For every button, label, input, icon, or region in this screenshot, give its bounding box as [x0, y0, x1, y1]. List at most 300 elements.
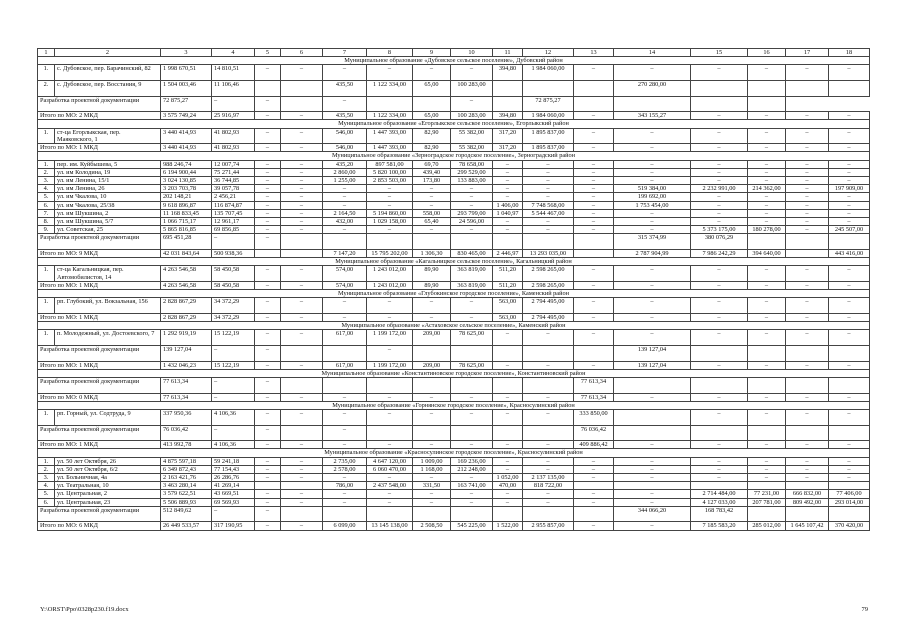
table-row: [38, 457, 870, 465]
row-number-cell: 2.: [38, 81, 55, 97]
row-label: Разработка проектной документации: [38, 96, 161, 112]
municipality-title: Муниципальное образование «Астаховское сельское поселение», Каменский район: [38, 322, 870, 330]
value-cell: –: [614, 168, 691, 176]
value-cell: [829, 378, 870, 394]
value-cell: –: [255, 393, 281, 401]
value-cell: 41 269,14: [212, 482, 255, 490]
address-cell: п. Молодежный, ул. Достоевского, 7: [55, 330, 161, 346]
column-number-cell: 11: [493, 49, 523, 57]
value-cell: –: [786, 393, 829, 401]
value-cell: 511,20: [493, 282, 523, 290]
value-cell: –: [493, 177, 523, 185]
value-cell: –: [323, 498, 367, 506]
value-cell: –: [523, 177, 574, 185]
value-cell: 830 465,00: [451, 250, 493, 258]
value-cell: –: [281, 441, 323, 449]
value-cell: 2 714 484,00: [691, 490, 748, 498]
value-cell: 3 440 414,93: [161, 144, 212, 152]
row-number-cell: 6.: [38, 498, 55, 506]
municipality-title: Муниципальное образование «Константиновское городское поселение», Константиновский район: [38, 369, 870, 377]
value-cell: –: [574, 144, 614, 152]
value-cell: –: [748, 330, 786, 346]
value-cell: 413 992,78: [161, 441, 212, 449]
value-cell: –: [212, 506, 255, 522]
row-label: Разработка проектной документации: [38, 425, 161, 441]
value-cell: 55 382,00: [451, 128, 493, 144]
table-row: [38, 266, 870, 282]
value-cell: –: [255, 506, 281, 522]
value-cell: –: [281, 65, 323, 81]
value-cell: 1 066 715,17: [161, 218, 212, 226]
value-cell: [614, 378, 691, 394]
value-cell: [323, 506, 367, 522]
value-cell: 163 741,00: [451, 482, 493, 490]
value-cell: 293 014,00: [829, 498, 870, 506]
value-cell: –: [691, 177, 748, 185]
row-label: Итого по МО: 1 МКД: [38, 441, 161, 449]
value-cell: –: [523, 490, 574, 498]
value-cell: [523, 378, 574, 394]
value-cell: 1 199 172,00: [367, 330, 413, 346]
value-cell: 82,90: [413, 144, 451, 152]
value-cell: –: [493, 393, 523, 401]
value-cell: –: [255, 425, 281, 441]
value-cell: –: [255, 378, 281, 394]
table-row: [38, 185, 870, 193]
value-cell: –: [786, 330, 829, 346]
value-cell: [367, 425, 413, 441]
row-number-cell: 1.: [38, 330, 55, 346]
value-cell: –: [323, 65, 367, 81]
table-row: [38, 81, 870, 97]
value-cell: 13 293 035,00: [523, 250, 574, 258]
address-cell: ул. им Чкалова, 25/38: [55, 201, 161, 209]
value-cell: [255, 81, 281, 97]
value-cell: –: [786, 112, 829, 120]
value-cell: –: [255, 314, 281, 322]
municipality-section-row: [38, 57, 870, 65]
address-cell: ст-ца Егорлыкская, пер. Маяковского, 1: [55, 128, 161, 144]
value-cell: –: [614, 498, 691, 506]
value-cell: –: [281, 168, 323, 176]
value-cell: –: [255, 474, 281, 482]
address-cell: ул. им Ленина, 15/1: [55, 177, 161, 185]
value-cell: –: [786, 314, 829, 322]
value-cell: 77 613,34: [161, 393, 212, 401]
value-cell: –: [413, 498, 451, 506]
row-number-cell: 4.: [38, 482, 55, 490]
value-cell: 77 154,43: [212, 465, 255, 473]
value-cell: –: [829, 410, 870, 426]
value-cell: 545 225,00: [451, 522, 493, 530]
value-cell: –: [413, 226, 451, 234]
value-cell: 2 794 495,00: [523, 298, 574, 314]
value-cell: 2 955 857,00: [523, 522, 574, 530]
row-number-cell: 3.: [38, 177, 55, 185]
value-cell: [614, 96, 691, 112]
value-cell: –: [212, 234, 255, 250]
page-number: 79: [861, 606, 868, 613]
value-cell: –: [748, 168, 786, 176]
value-cell: 4 106,36: [212, 441, 255, 449]
value-cell: –: [574, 201, 614, 209]
address-cell: ул. Театральная, 10: [55, 482, 161, 490]
value-cell: [493, 506, 523, 522]
value-cell: 55 382,00: [451, 144, 493, 152]
value-cell: –: [523, 457, 574, 465]
value-cell: –: [451, 474, 493, 482]
value-cell: 7 986 242,29: [691, 250, 748, 258]
value-cell: 69,70: [413, 160, 451, 168]
value-cell: 331,50: [413, 482, 451, 490]
value-cell: –: [451, 410, 493, 426]
value-cell: –: [748, 266, 786, 282]
table-row: [38, 330, 870, 346]
value-cell: –: [829, 314, 870, 322]
value-cell: –: [413, 474, 451, 482]
value-cell: 2 787 904,99: [614, 250, 691, 258]
value-cell: –: [691, 457, 748, 465]
value-cell: –: [614, 160, 691, 168]
value-cell: 315 374,99: [614, 234, 691, 250]
value-cell: –: [367, 226, 413, 234]
row-label: Разработка проектной документации: [38, 506, 161, 522]
row-number-cell: 1.: [38, 457, 55, 465]
value-cell: –: [212, 425, 255, 441]
table-row: [38, 209, 870, 217]
value-cell: –: [413, 410, 451, 426]
value-cell: 100 283,00: [451, 112, 493, 120]
table-row: [38, 193, 870, 201]
municipality-section-row: [38, 449, 870, 457]
value-cell: –: [255, 298, 281, 314]
value-cell: –: [829, 201, 870, 209]
value-cell: 409 886,42: [574, 441, 614, 449]
value-cell: [451, 234, 493, 250]
value-cell: –: [574, 209, 614, 217]
value-cell: –: [281, 185, 323, 193]
value-cell: –: [691, 201, 748, 209]
value-cell: –: [281, 465, 323, 473]
value-cell: [574, 96, 614, 112]
column-number-cell: 14: [614, 49, 691, 57]
value-cell: 72 875,27: [161, 96, 212, 112]
value-cell: –: [523, 218, 574, 226]
column-number-cell: 10: [451, 49, 493, 57]
row-number-cell: 4.: [38, 185, 55, 193]
value-cell: –: [574, 490, 614, 498]
value-cell: –: [451, 201, 493, 209]
column-number-cell: 2: [55, 49, 161, 57]
value-cell: –: [786, 441, 829, 449]
table-row: [38, 226, 870, 234]
value-cell: –: [367, 314, 413, 322]
value-cell: –: [786, 218, 829, 226]
value-cell: –: [614, 226, 691, 234]
value-cell: 285 012,00: [748, 522, 786, 530]
municipality-title: Муниципальное образование «Зерноградское городское поселение», Зерноградский район: [38, 152, 870, 160]
value-cell: 11 168 833,45: [161, 209, 212, 217]
value-cell: –: [281, 193, 323, 201]
value-cell: [691, 96, 748, 112]
value-cell: –: [748, 177, 786, 185]
value-cell: [829, 482, 870, 490]
municipality-section-row: [38, 120, 870, 128]
value-cell: 7 147,20: [323, 250, 367, 258]
value-cell: –: [413, 393, 451, 401]
value-cell: 2 828 867,29: [161, 314, 212, 322]
value-cell: 6 060 470,00: [367, 465, 413, 473]
value-cell: [786, 425, 829, 441]
subtotal-row: [38, 346, 870, 362]
value-cell: 4 106,36: [212, 410, 255, 426]
subtotal-row: [38, 378, 870, 394]
value-cell: –: [451, 498, 493, 506]
value-cell: –: [212, 378, 255, 394]
value-cell: 2 598 265,00: [523, 282, 574, 290]
value-cell: 78 625,00: [451, 361, 493, 369]
value-cell: –: [413, 65, 451, 81]
value-cell: [574, 346, 614, 362]
value-cell: –: [451, 314, 493, 322]
value-cell: –: [255, 522, 281, 530]
table-row: [38, 65, 870, 81]
file-path-footer: Y:\ORST\Ppo\0328p230.f19.docx: [40, 606, 129, 613]
value-cell: –: [451, 393, 493, 401]
value-cell: –: [281, 498, 323, 506]
value-cell: –: [255, 193, 281, 201]
value-cell: 139 127,04: [161, 346, 212, 362]
value-cell: 1 432 046,23: [161, 361, 212, 369]
value-cell: –: [748, 160, 786, 168]
value-cell: 1 753 454,00: [614, 201, 691, 209]
value-cell: –: [691, 441, 748, 449]
subtotal-row: [38, 234, 870, 250]
value-cell: 5 865 816,85: [161, 226, 212, 234]
municipality-title: Муниципальное образование «Горнянское городское поселение», Красносулинский район: [38, 401, 870, 409]
row-label: Итого по МО: 1 МКД: [38, 282, 161, 290]
value-cell: 519 384,00: [614, 185, 691, 193]
value-cell: 1 243 012,00: [367, 282, 413, 290]
value-cell: [786, 81, 829, 97]
value-cell: [523, 346, 574, 362]
value-cell: –: [413, 441, 451, 449]
value-cell: 1 168,00: [413, 465, 451, 473]
value-cell: –: [451, 96, 493, 112]
value-cell: 26 449 533,57: [161, 522, 212, 530]
value-cell: [786, 506, 829, 522]
value-cell: –: [574, 298, 614, 314]
value-cell: –: [691, 112, 748, 120]
value-cell: 786,00: [323, 482, 367, 490]
value-cell: –: [786, 128, 829, 144]
value-cell: –: [748, 193, 786, 201]
value-cell: 317,20: [493, 144, 523, 152]
value-cell: 65,00: [413, 112, 451, 120]
value-cell: 695 451,28: [161, 234, 212, 250]
value-cell: [451, 425, 493, 441]
address-cell: с. Дубовское, пер. Восстания, 9: [55, 81, 161, 97]
value-cell: –: [614, 457, 691, 465]
value-cell: 77 613,34: [574, 378, 614, 394]
value-cell: –: [493, 160, 523, 168]
value-cell: 69 856,85: [212, 226, 255, 234]
value-cell: [493, 234, 523, 250]
value-cell: 1 522,00: [493, 522, 523, 530]
value-cell: –: [255, 330, 281, 346]
value-cell: –: [281, 226, 323, 234]
value-cell: [614, 425, 691, 441]
value-cell: 41 802,93: [212, 128, 255, 144]
value-cell: 15 122,19: [212, 330, 255, 346]
value-cell: [786, 346, 829, 362]
value-cell: 212 248,00: [451, 465, 493, 473]
value-cell: –: [614, 128, 691, 144]
value-cell: 897 581,00: [367, 160, 413, 168]
value-cell: –: [748, 201, 786, 209]
value-cell: 363 819,00: [451, 282, 493, 290]
value-cell: –: [786, 465, 829, 473]
value-cell: –: [255, 226, 281, 234]
value-cell: –: [255, 209, 281, 217]
value-cell: 180 278,00: [748, 226, 786, 234]
value-cell: –: [493, 193, 523, 201]
value-cell: –: [323, 201, 367, 209]
value-cell: 77 613,34: [574, 393, 614, 401]
value-cell: 1 306,30: [413, 250, 451, 258]
value-cell: 69 569,93: [212, 498, 255, 506]
value-cell: 5 544 467,00: [523, 209, 574, 217]
value-cell: 317 190,95: [212, 522, 255, 530]
value-cell: –: [451, 226, 493, 234]
value-cell: 5 820 100,00: [367, 168, 413, 176]
value-cell: 333 850,00: [574, 410, 614, 426]
table-row: [38, 177, 870, 185]
value-cell: [413, 346, 451, 362]
municipality-section-row: [38, 290, 870, 298]
value-cell: [786, 378, 829, 394]
value-cell: [574, 506, 614, 522]
municipality-title: Муниципальное образование «Егорлыкское сельское поселение», Егорлыкский район: [38, 120, 870, 128]
row-number-cell: 1.: [38, 298, 55, 314]
value-cell: [281, 378, 323, 394]
value-cell: 1 447 393,00: [367, 128, 413, 144]
value-cell: [786, 234, 829, 250]
value-cell: [523, 81, 574, 97]
value-cell: –: [748, 144, 786, 152]
column-number-cell: 12: [523, 49, 574, 57]
value-cell: [413, 378, 451, 394]
value-cell: 78 625,00: [451, 330, 493, 346]
value-cell: –: [691, 193, 748, 201]
value-cell: –: [614, 314, 691, 322]
address-cell: ул. им Шукшина, 5/7: [55, 218, 161, 226]
value-cell: 470,00: [493, 482, 523, 490]
value-cell: –: [281, 330, 323, 346]
value-cell: [614, 410, 691, 426]
value-cell: 1 645 107,42: [786, 522, 829, 530]
value-cell: 13 145 138,00: [367, 522, 413, 530]
value-cell: –: [829, 298, 870, 314]
subtotal-row: [38, 144, 870, 152]
value-cell: [748, 425, 786, 441]
row-label: Разработка проектной документации: [38, 346, 161, 362]
value-cell: –: [829, 218, 870, 226]
value-cell: –: [281, 314, 323, 322]
value-cell: –: [614, 298, 691, 314]
row-label: Итого по МО: 0 МКД: [38, 393, 161, 401]
row-number-cell: 1.: [38, 160, 55, 168]
value-cell: –: [255, 218, 281, 226]
value-cell: –: [614, 393, 691, 401]
value-cell: –: [786, 226, 829, 234]
value-cell: 363 819,00: [451, 266, 493, 282]
value-cell: [413, 506, 451, 522]
value-cell: [574, 482, 614, 490]
value-cell: 2 578,00: [323, 465, 367, 473]
value-cell: [255, 250, 281, 258]
value-cell: [451, 506, 493, 522]
value-cell: [281, 96, 323, 112]
value-cell: –: [255, 441, 281, 449]
value-cell: 4 875 597,18: [161, 457, 212, 465]
municipality-section-row: [38, 258, 870, 266]
value-cell: 245 507,00: [829, 226, 870, 234]
value-cell: –: [281, 490, 323, 498]
value-cell: 1 122 334,00: [367, 81, 413, 97]
value-cell: –: [281, 160, 323, 168]
value-cell: 78 658,00: [451, 160, 493, 168]
value-cell: 4 127 033,00: [691, 498, 748, 506]
value-cell: –: [367, 65, 413, 81]
value-cell: 435,20: [323, 160, 367, 168]
value-cell: –: [451, 490, 493, 498]
value-cell: –: [748, 474, 786, 482]
value-cell: –: [255, 490, 281, 498]
value-cell: –: [281, 474, 323, 482]
value-cell: [691, 425, 748, 441]
value-cell: [829, 234, 870, 250]
value-cell: –: [748, 465, 786, 473]
value-cell: –: [614, 522, 691, 530]
value-cell: –: [786, 361, 829, 369]
value-cell: 270 280,00: [614, 81, 691, 97]
value-cell: –: [829, 209, 870, 217]
row-number-cell: 5.: [38, 193, 55, 201]
value-cell: –: [574, 361, 614, 369]
value-cell: [829, 506, 870, 522]
value-cell: –: [829, 177, 870, 185]
value-cell: –: [367, 441, 413, 449]
value-cell: –: [255, 410, 281, 426]
value-cell: –: [786, 266, 829, 282]
value-cell: –: [614, 330, 691, 346]
value-cell: 7 185 583,20: [691, 522, 748, 530]
value-cell: [451, 346, 493, 362]
row-number-cell: 1.: [38, 65, 55, 81]
value-cell: –: [323, 226, 367, 234]
value-cell: –: [413, 185, 451, 193]
value-cell: –: [255, 201, 281, 209]
value-cell: 574,00: [323, 266, 367, 282]
value-cell: –: [786, 160, 829, 168]
subtotal-row: [38, 282, 870, 290]
value-cell: –: [323, 393, 367, 401]
value-cell: –: [367, 490, 413, 498]
address-cell: ул. им Чкалова, 10: [55, 193, 161, 201]
value-cell: –: [281, 266, 323, 282]
value-cell: –: [829, 65, 870, 81]
